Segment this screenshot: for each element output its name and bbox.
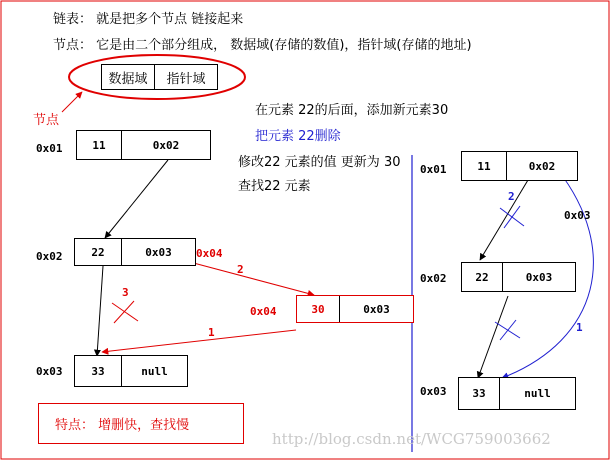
linked-list-definition: 链表： 就是把多个节点 链接起来 bbox=[53, 12, 244, 27]
feature-text: 特点： 增删快，查找慢 bbox=[55, 418, 190, 433]
left-step-3-label: 3 bbox=[122, 286, 129, 299]
new-node-value: 30 bbox=[311, 302, 325, 316]
new-node-next: 0x03 bbox=[339, 296, 413, 322]
right-node-3-value: 33 bbox=[472, 387, 486, 400]
right-node-3-next: null bbox=[499, 378, 575, 409]
left-link-step1 bbox=[102, 330, 296, 352]
right-step-2-label: 2 bbox=[508, 190, 515, 203]
left-node-2 bbox=[74, 238, 196, 266]
right-cross-2b bbox=[500, 320, 516, 340]
right-link-1-2 bbox=[480, 180, 528, 260]
new-node bbox=[296, 295, 414, 323]
right-node-1-next: 0x02 bbox=[506, 152, 577, 180]
left-node-2-address: 0x02 bbox=[36, 250, 63, 263]
left-node-3-value: 33 bbox=[91, 364, 105, 378]
left-node-2-value: 22 bbox=[91, 245, 105, 259]
left-link-2-3 bbox=[97, 266, 103, 356]
left-cross-b bbox=[114, 301, 134, 323]
data-field-label: 数据域 bbox=[108, 71, 148, 87]
operation-update: 修改22 元素的值 更新为 30 bbox=[238, 155, 401, 170]
left-node-1-next: 0x02 bbox=[121, 131, 210, 159]
node-legend-box bbox=[101, 64, 218, 90]
right-node-1-value: 11 bbox=[477, 159, 491, 173]
operation-insert: 在元素 22的后面，添加新元素30 bbox=[255, 103, 449, 118]
left-step-2-label: 2 bbox=[237, 263, 244, 276]
right-node-2 bbox=[461, 262, 576, 292]
right-node-1 bbox=[461, 151, 578, 181]
left-node-3 bbox=[74, 355, 188, 387]
right-node-2-address: 0x02 bbox=[420, 272, 447, 285]
right-overwrite-address: 0x03 bbox=[564, 209, 591, 222]
node-definition: 节点： 它是由二个部分组成， 数据域(存储的数值)，指针域(存储的地址) bbox=[53, 38, 472, 53]
left-node-2-next: 0x03 bbox=[121, 239, 195, 265]
operation-find: 查找22 元素 bbox=[238, 179, 311, 194]
left-node-3-next: null bbox=[121, 356, 187, 386]
right-link-2-3 bbox=[478, 296, 508, 378]
right-node-2-value: 22 bbox=[475, 270, 489, 284]
operation-delete: 把元素 22删除 bbox=[255, 129, 341, 144]
left-step-1-label: 1 bbox=[208, 326, 215, 339]
new-node-address: 0x04 bbox=[250, 305, 277, 318]
left-node-3-address: 0x03 bbox=[36, 365, 63, 378]
pointer-field-label: 指针域 bbox=[154, 65, 217, 89]
left-link-1-2 bbox=[105, 160, 168, 238]
left-overwrite-address: 0x04 bbox=[196, 247, 223, 260]
right-node-3 bbox=[458, 377, 576, 410]
right-cross-1b bbox=[504, 206, 520, 228]
left-node-1-value: 11 bbox=[92, 138, 106, 152]
right-node-1-address: 0x01 bbox=[420, 163, 447, 176]
left-node-1 bbox=[76, 130, 211, 160]
left-node-1-address: 0x01 bbox=[36, 142, 63, 155]
right-node-3-address: 0x03 bbox=[420, 385, 447, 398]
right-node-2-next: 0x03 bbox=[502, 263, 575, 291]
watermark-text: http://blog.csdn.net/WCG759003662 bbox=[272, 430, 551, 448]
feature-box bbox=[38, 403, 244, 444]
legend-pointer-arrow bbox=[62, 92, 82, 112]
node-label: 节点 bbox=[33, 113, 60, 128]
left-cross-a bbox=[112, 303, 138, 321]
right-step-1-label: 1 bbox=[576, 321, 583, 334]
